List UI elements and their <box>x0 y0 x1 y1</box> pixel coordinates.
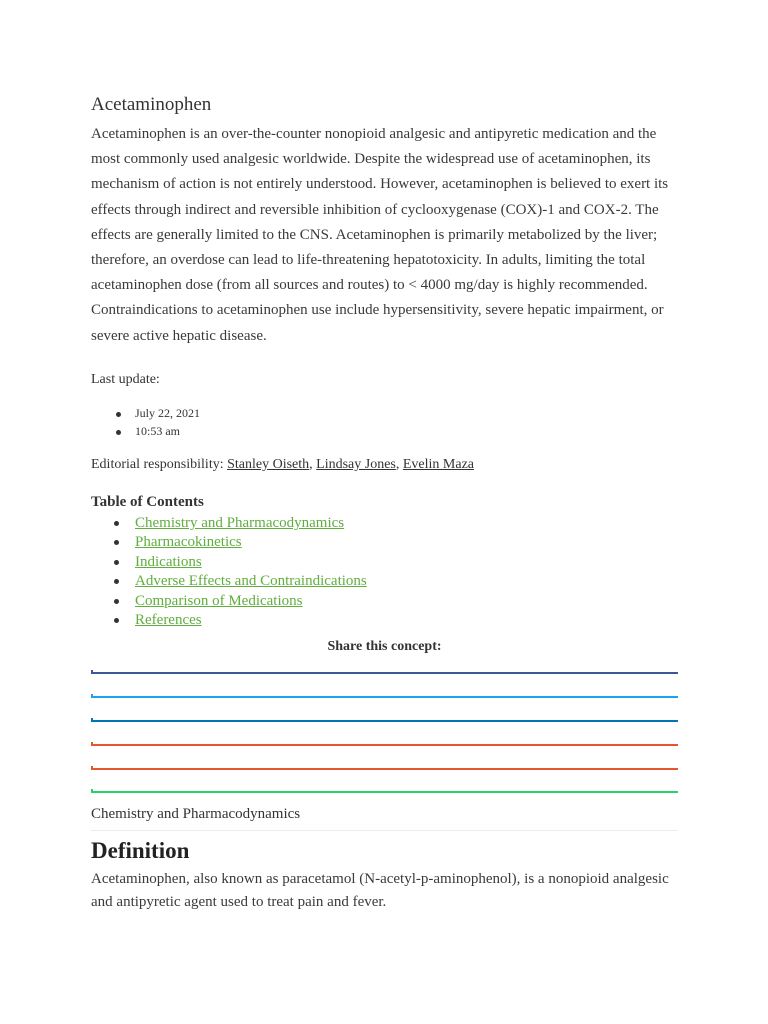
share-stub <box>91 789 93 793</box>
last-update-list <box>91 405 200 440</box>
share-button-reddit[interactable] <box>91 744 678 746</box>
table-of-contents <box>91 514 367 630</box>
share-stub <box>91 742 93 746</box>
author-link[interactable]: Evelin Maza <box>402 457 475 472</box>
author-link[interactable]: Stanley Oiseth <box>227 457 310 472</box>
share-button-facebook[interactable] <box>91 672 678 674</box>
toc-item <box>91 592 367 611</box>
author-separator: , <box>309 457 317 472</box>
toc-link-references[interactable]: References <box>135 612 202 629</box>
last-update-label: Last update: <box>91 372 160 387</box>
section-label: Chemistry and Pharmacodynamics <box>91 806 301 822</box>
last-update-date: July 22, 2021 <box>91 405 200 423</box>
toc-item <box>91 514 367 533</box>
share-button-email[interactable] <box>91 768 678 770</box>
toc-link-adverse-effects[interactable]: Adverse Effects and Contraindications <box>135 573 367 590</box>
toc-link-comparison[interactable]: Comparison of Medications <box>135 592 303 609</box>
share-button-twitter[interactable] <box>91 696 678 698</box>
toc-item <box>91 553 367 572</box>
toc-link-chemistry[interactable]: Chemistry and Pharmacodynamics <box>135 515 345 531</box>
last-update-time: 10:53 am <box>91 423 200 441</box>
section-divider <box>91 830 678 831</box>
toc-item <box>91 611 367 630</box>
editorial-label: Editorial responsibility: <box>91 457 228 472</box>
share-buttons <box>91 660 678 800</box>
share-stub <box>91 670 93 674</box>
author-link[interactable]: Lindsay Jones <box>316 457 396 472</box>
toc-link-pharmacokinetics[interactable]: Pharmacokinetics <box>135 534 242 551</box>
toc-item <box>91 572 367 591</box>
toc-link-indications[interactable]: Indications <box>135 553 202 570</box>
share-title: Share this concept: <box>327 639 442 654</box>
article-title: Acetaminophen <box>91 94 212 115</box>
article-intro: Acetaminophen is an over-the-counter nonopioid analgesic and antipyretic medication and the most commonly used analgesic worldwide. Despite the widespread use of acetaminophen, its mechanism of action is not entirely understood. However, acetaminophen is believed to exert its effects through indirect and reversible inhibition of cyclooxygenase (COX)-1 and COX-2. The effects are generally limited to the CNS. Acetaminophen is primarily metabolized by the liver; therefore, an overdose can lead to life-threatening hepatotoxicity. In adults, limiting the total acetaminophen dose (from all sources and routes) to < 4000 mg/day is highly recommended. Contraindications to acetaminophen use include hypersensitivity, severe hepatic impairment, or severe active hepatic disease. <box>91 126 669 344</box>
author-separator: , <box>395 457 403 472</box>
share-stub <box>91 718 93 722</box>
toc-title: Table of Contents <box>91 494 204 510</box>
definition-heading: Definition <box>91 838 190 863</box>
share-button-linkedin[interactable] <box>91 720 678 722</box>
definition-text: Acetaminophen, also known as paracetamol (N-acetyl-p-aminophenol), is a nonopioid analgesic and antipyretic agent used to treat pain and fever. <box>91 871 669 910</box>
share-stub <box>91 694 93 698</box>
share-button-whatsapp[interactable] <box>91 791 678 793</box>
editorial-responsibility <box>91 456 474 474</box>
toc-item <box>91 533 367 552</box>
share-stub <box>91 766 93 770</box>
